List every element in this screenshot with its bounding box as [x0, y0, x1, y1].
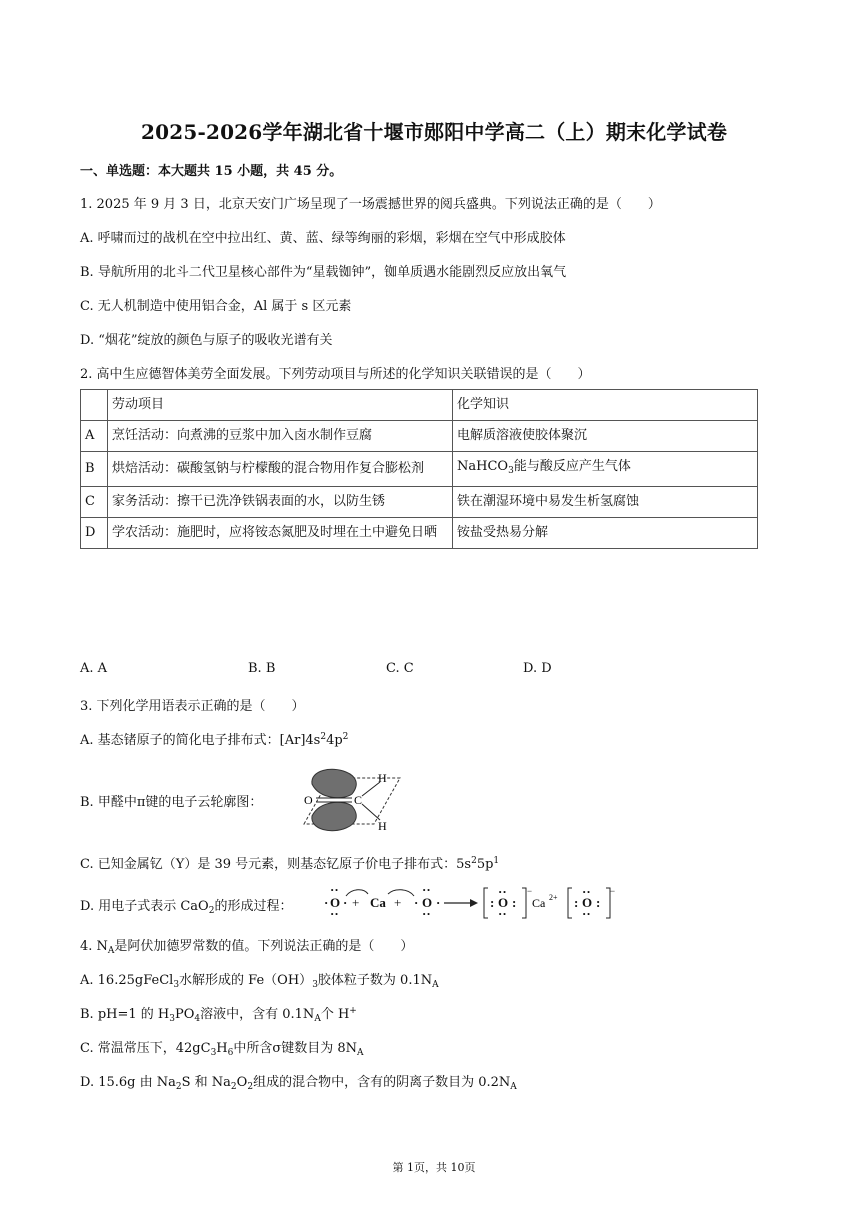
plus-sign: +: [394, 895, 402, 910]
q3-option-b: B. 甲醛中π键的电子云轮廓图：: [80, 795, 263, 810]
q4-option-c: [80, 1037, 364, 1058]
formaldehyde-pi-orbital-figure: [290, 764, 410, 836]
table-header-cell: [81, 390, 108, 421]
text: D. 用电子式表示 CaO: [80, 899, 209, 914]
ch-bond-line: [362, 804, 380, 820]
electron-dot: ·: [343, 895, 348, 910]
q1-option-a: A. 呼啸而过的战机在空中拉出红、黄、蓝、绿等绚丽的彩烟，彩烟在空气中形成胶体: [80, 231, 566, 246]
text: D. 15.6g 由 Na: [80, 1075, 176, 1090]
bracket-left: [568, 888, 572, 918]
text: C. 已知金属钇（Y）是 39 号元素，则基态钇原子价电子排布式：5s: [80, 857, 472, 872]
electron-dots: ··: [582, 884, 591, 899]
subscript: A: [314, 1014, 321, 1024]
text: A. 16.25gFeCl: [80, 973, 174, 988]
calcium-symbol: Ca: [370, 895, 386, 910]
text: 水解形成的 Fe（OH）: [179, 973, 313, 988]
table-cell-item: 家务活动：擦干已洗净铁锅表面的水，以防生锈: [108, 487, 453, 518]
table-row: [81, 518, 758, 549]
pi-lobe-upper: [312, 769, 356, 797]
electron-dots: :: [512, 895, 517, 910]
q1-stem: 1. 2025 年 9 月 3 日，北京天安门广场呈现了一场震撼世界的阅兵盛典。下列说法正确的是（ ）: [80, 197, 661, 212]
text: 胶体粒子数为 0.1N: [317, 973, 433, 988]
charge-label: 2+: [549, 893, 558, 902]
text: 溶液中，含有 0.1N: [200, 1007, 315, 1022]
q3-stem: 3. 下列化学用语表示正确的是（ ）: [80, 699, 305, 714]
atom-label-h: H: [378, 819, 387, 833]
text: H: [216, 1041, 228, 1056]
q4-stem: [80, 935, 413, 956]
text: 组成的混合物中，含有的阴离子数目为 0.2N: [253, 1075, 511, 1090]
text: 是阿伏加德罗常数的值。下列说法正确的是（ ）: [114, 939, 414, 954]
cao2-formation-figure: [318, 884, 618, 920]
subscript: 3: [169, 1014, 175, 1024]
q2-option-c: C. C: [386, 661, 414, 676]
table-cell-key: D: [81, 518, 108, 549]
charge-label: −: [610, 886, 616, 896]
charge-label: −: [527, 886, 533, 896]
subscript: A: [357, 1048, 364, 1058]
plus-sign: +: [352, 895, 360, 910]
table-row: [81, 421, 758, 452]
subscript: 3: [210, 1048, 217, 1058]
subscript: 3: [508, 466, 514, 476]
electron-dots: :: [574, 895, 579, 910]
oxygen-symbol: O: [330, 895, 341, 910]
electron-dot: ·: [436, 895, 441, 910]
table-cell-item: 烹饪活动：向煮沸的豆浆中加入卤水制作豆腐: [108, 421, 453, 452]
bracket-right: [522, 888, 526, 918]
page-footer: 第 1页，共 10页: [392, 1161, 476, 1174]
q1-option-c: C. 无人机制造中使用铝合金，Al 属于 s 区元素: [80, 299, 352, 314]
calcium-symbol: Ca: [532, 896, 546, 910]
subscript: 3: [173, 980, 180, 990]
q2-option-d: D. D: [523, 661, 552, 676]
table-cell-item: 学农活动：施肥时，应将铵态氮肥及时埋在土中避免日晒: [108, 518, 453, 549]
electron-dots: ··: [498, 884, 507, 899]
table-cell-knowledge: 铵盐受热易分解: [453, 518, 758, 549]
subscript: 2: [247, 1082, 254, 1092]
text: O: [236, 1075, 248, 1090]
electron-dots: ··: [422, 884, 431, 897]
text: PO: [174, 1007, 195, 1022]
electron-dots: :: [490, 895, 495, 910]
text: 的形成过程：: [214, 899, 293, 914]
electron-dots: ··: [330, 884, 339, 897]
table-row: [81, 487, 758, 518]
q1-option-d: D. “烟花”绽放的颜色与原子的吸收光谱有关: [80, 333, 333, 348]
oxygen-symbol: O: [422, 895, 433, 910]
text: 中所含σ键数目为 8N: [233, 1041, 358, 1056]
table-cell-key: A: [81, 421, 108, 452]
text: 个 H: [320, 1007, 350, 1022]
q4-option-b: [80, 1003, 357, 1024]
subscript: A: [432, 980, 439, 990]
text: 5p: [476, 857, 494, 872]
text: NaHCO: [457, 459, 509, 474]
q4-option-a: [80, 969, 439, 990]
subscript: 2: [175, 1082, 182, 1092]
table-cell-knowledge: 铁在潮湿环境中易发生析氢腐蚀: [453, 487, 758, 518]
subscript: A: [510, 1082, 517, 1092]
text: B. pH=1 的 H: [80, 1007, 170, 1022]
electron-dot: ·: [324, 895, 329, 910]
text: A. 基态锗原子的简化电子排布式：[Ar]4s: [80, 733, 321, 748]
oxygen-symbol: O: [498, 895, 509, 910]
q2-option-b: B. B: [248, 661, 276, 676]
q3-option-d: [80, 895, 292, 916]
superscript: 2: [342, 732, 349, 742]
table-cell-knowledge: [453, 452, 758, 487]
table-header-cell: 劳动项目: [108, 390, 453, 421]
table-cell-key: B: [81, 452, 108, 487]
superscript: 2: [320, 732, 327, 742]
reaction-arrowhead: [470, 899, 478, 907]
q2-stem: 2. 高中生应德智体美劳全面发展。下列劳动项目与所述的化学知识关联错误的是（ ）: [80, 367, 591, 382]
text: 4. N: [80, 939, 108, 954]
electron-dots: ··: [422, 906, 431, 920]
oxygen-symbol: O: [582, 895, 593, 910]
electron-dots: ··: [582, 906, 591, 920]
table-header-cell: 化学知识: [453, 390, 758, 421]
electron-dots: ··: [330, 906, 339, 920]
atom-label-h: H: [378, 771, 387, 785]
q3-option-c: [80, 853, 499, 872]
subscript: 2: [230, 1082, 237, 1092]
q3-option-a: [80, 729, 348, 748]
text: 4p: [326, 733, 343, 748]
atom-label-c: C: [354, 793, 363, 807]
section-heading: 一、单选题：本大题共 15 小题，共 45 分。: [80, 164, 343, 179]
table-cell-item: 烘焙活动：碳酸氢钠与柠檬酸的混合物用作复合膨松剂: [108, 452, 453, 487]
atom-label-o: O: [304, 793, 313, 807]
superscript: 1: [493, 856, 500, 866]
q2-table: [80, 389, 758, 549]
superscript: +: [349, 1006, 357, 1016]
page-title: 2025-2026学年湖北省十堰市郧阳中学高二（上）期末化学试卷: [140, 120, 728, 144]
text: 能与酸反应产生气体: [513, 459, 631, 474]
superscript: 2: [471, 856, 477, 866]
subscript: 2: [208, 906, 215, 916]
q2-option-a: A. A: [80, 661, 108, 676]
subscript: A: [107, 946, 115, 956]
bracket-left: [484, 888, 488, 918]
q4-option-d: [80, 1071, 517, 1092]
table-row: [81, 452, 758, 487]
subscript: 6: [227, 1048, 234, 1058]
table-cell-key: C: [81, 487, 108, 518]
table-cell-knowledge: 电解质溶液使胶体聚沉: [453, 421, 758, 452]
q1-option-b: B. 导航所用的北斗二代卫星核心部件为“星载铷钟”，铷单质遇水能剧烈反应放出氧气: [80, 265, 567, 280]
text: S 和 Na: [181, 1075, 231, 1090]
pi-lobe-lower: [312, 802, 356, 830]
subscript: 4: [194, 1014, 201, 1024]
text: C. 常温常压下，42gC: [80, 1041, 211, 1056]
electron-dot: ·: [414, 895, 419, 910]
subscript: 3: [312, 980, 318, 990]
table-header-row: [81, 390, 758, 421]
electron-dots: :: [596, 895, 601, 910]
electron-dots: ··: [498, 906, 507, 920]
